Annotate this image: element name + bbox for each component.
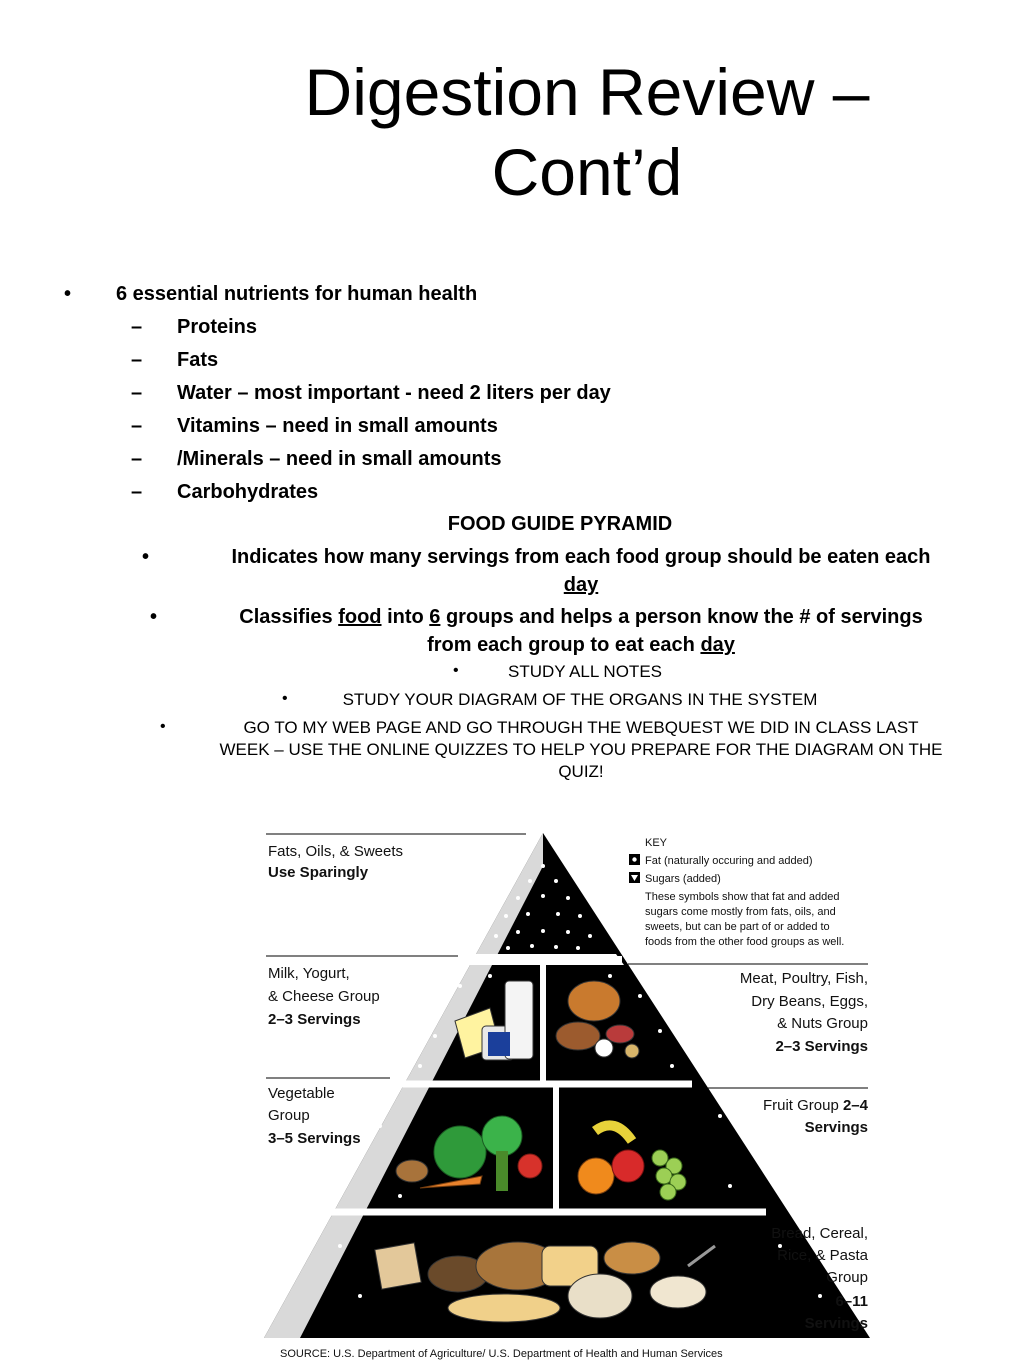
point1-line1: Indicates how many servings from each food group should be eaten each xyxy=(231,546,931,568)
nutrient-carbohydrates: Carbohydrates xyxy=(177,481,319,503)
fruit-label-text: Fruit Group xyxy=(762,1097,843,1114)
food-guide-pyramid xyxy=(260,826,880,1365)
point2-rest: groups and helps a person know the # of servings xyxy=(440,606,923,628)
pyramid-source: SOURCE: U.S. Department of Agriculture/ U.S. Department of Health and Human Services xyxy=(280,1348,723,1360)
bread-servings: Servings xyxy=(804,1315,868,1332)
dash-marker: – xyxy=(131,382,143,404)
slide-title xyxy=(150,52,1024,212)
bullet-dot: • xyxy=(64,283,72,305)
dash-marker: – xyxy=(131,316,143,338)
point2-prefix: Classifies xyxy=(239,606,339,628)
study-diagram-note: STUDY YOUR DIAGRAM OF THE ORGANS IN THE SYSTEM xyxy=(342,690,818,709)
food-guide-point-servings xyxy=(175,543,987,599)
fats-label: Fats, Oils, & Sweets xyxy=(268,843,404,860)
list-item xyxy=(0,448,1024,481)
vegetable-servings: 3–5 Servings xyxy=(268,1130,361,1147)
key-sugars: Sugars (added) xyxy=(645,873,721,885)
bullet-dot: • xyxy=(453,662,459,679)
list-item xyxy=(0,349,1024,382)
meat-label-line2: Dry Beans, Eggs, xyxy=(751,993,868,1010)
bread-label-line3: Group xyxy=(826,1269,868,1286)
list-item xyxy=(0,481,1024,514)
list-item xyxy=(0,382,1024,415)
dash-marker: – xyxy=(131,349,143,371)
key-note-line3: sweets, but can be part of or added to xyxy=(645,921,830,933)
vegetable-label-line1: Vegetable xyxy=(268,1085,335,1102)
point1-day: day xyxy=(563,574,599,596)
webquest-line3: QUIZ! xyxy=(558,762,604,781)
dash-marker: – xyxy=(131,448,143,470)
dash-marker: – xyxy=(131,415,143,437)
fats-servings: Use Sparingly xyxy=(268,864,369,881)
point2-six: 6 xyxy=(429,606,441,628)
list-item xyxy=(0,316,1024,349)
meat-servings: 2–3 Servings xyxy=(775,1038,868,1055)
meat-label-line3: & Nuts Group xyxy=(777,1015,868,1032)
bullet-dot: • xyxy=(142,546,150,568)
key-title: KEY xyxy=(645,837,668,849)
bullet-dot: • xyxy=(150,606,158,628)
bullet-dot: • xyxy=(160,718,166,735)
bread-label-line1: Bread, Cereal, xyxy=(771,1225,868,1242)
key-note-line4: foods from the other food groups as well. xyxy=(645,936,845,948)
study-all-notes: STUDY ALL NOTES xyxy=(508,662,662,681)
meat-label-line1: Meat, Poultry, Fish, xyxy=(739,970,868,987)
fruit-servings: Servings xyxy=(804,1119,868,1136)
point2-day: day xyxy=(700,634,735,656)
bullet-dot: • xyxy=(282,690,288,707)
point2-line2: from each group to eat each xyxy=(427,634,701,656)
list-item xyxy=(0,415,1024,448)
food-guide-heading: FOOD GUIDE PYRAMID xyxy=(447,513,673,535)
slide-title-line1: Digestion Review – xyxy=(304,55,870,129)
slide-title-line2: Cont’d xyxy=(491,135,683,209)
webquest-line1: GO TO MY WEB PAGE AND GO THROUGH THE WEBQUEST WE DID IN CLASS LAST xyxy=(243,718,919,737)
point2-mid: into xyxy=(381,606,430,628)
nutrient-vitamins: Vitamins – need in small amounts xyxy=(177,415,498,437)
nutrient-proteins: Proteins xyxy=(177,316,258,338)
food-guide-point-classifies xyxy=(175,603,987,659)
nutrients-heading: 6 essential nutrients for human health xyxy=(116,283,478,305)
bread-servings-count: 6–11 xyxy=(835,1293,868,1310)
nutrient-fats: Fats xyxy=(177,349,219,371)
key-fat: Fat (naturally occuring and added) xyxy=(645,855,813,867)
nutrient-minerals: /Minerals – need in small amounts xyxy=(177,448,502,470)
milk-label-line1: Milk, Yogurt, xyxy=(268,965,350,982)
point2-food: food xyxy=(338,606,382,628)
nutrient-water: Water – most important - need 2 liters per day xyxy=(177,382,611,404)
key-note-line1: These symbols show that fat and added xyxy=(645,891,840,903)
webquest-line2: WEEK – USE THE ONLINE QUIZZES TO HELP YOU PREPARE FOR THE DIAGRAM ON THE xyxy=(219,740,943,759)
dash-marker: – xyxy=(131,481,143,503)
webquest-note xyxy=(170,717,992,783)
vegetable-label-line2: Group xyxy=(268,1107,310,1124)
milk-servings: 2–3 Servings xyxy=(268,1011,361,1028)
key-note-line2: sugars come mostly from fats, oils, and xyxy=(645,906,836,918)
fruit-servings-count: 2–4 xyxy=(842,1097,868,1114)
pyramid-key xyxy=(629,837,844,948)
bread-label-line2: Rice, & Pasta xyxy=(777,1247,868,1264)
fruit-label-line1 xyxy=(763,1097,869,1114)
milk-label-line2: & Cheese Group xyxy=(268,988,380,1005)
